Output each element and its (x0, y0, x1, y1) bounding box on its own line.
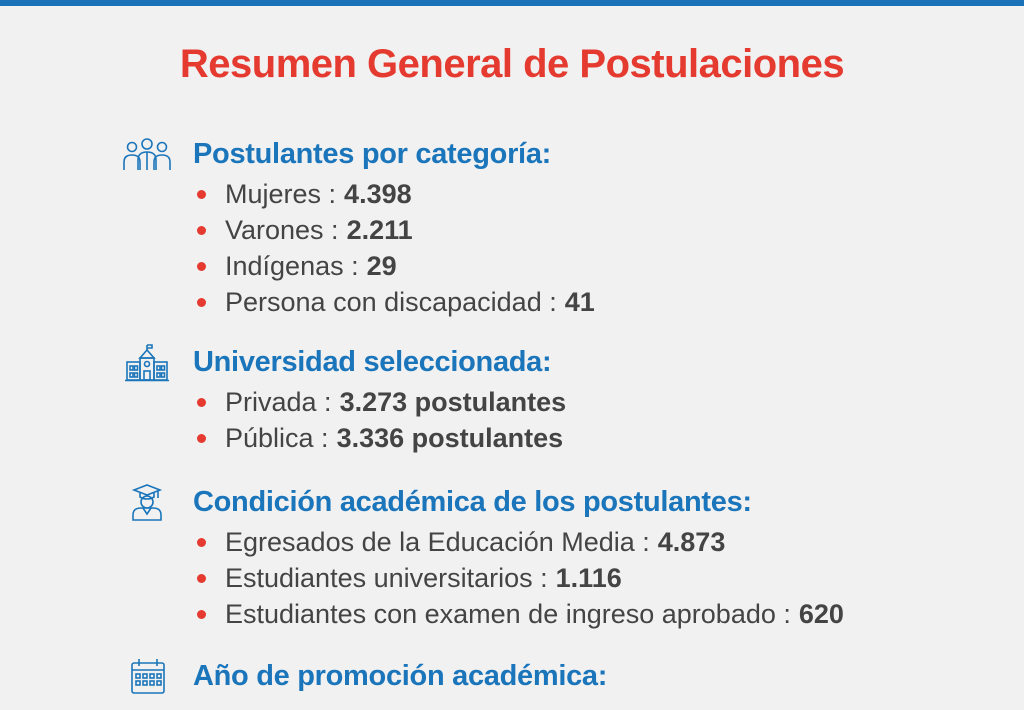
section-title: Condición académica de los postulantes: (193, 486, 752, 518)
list-item (193, 284, 595, 320)
item-label: Varones : (225, 215, 339, 245)
item-label: Estudiantes con examen de ingreso aprobado : (225, 599, 791, 629)
item-label: Persona con discapacidad : (225, 287, 557, 317)
academic-condition-list (193, 524, 844, 632)
university-list (193, 384, 566, 456)
section-condicion-academica (122, 484, 844, 632)
section-postulantes-por-categoria (122, 136, 595, 320)
graduate-icon (122, 484, 172, 522)
calendar-icon (122, 658, 172, 696)
section-header (122, 136, 551, 176)
section-universidad-seleccionada (122, 344, 567, 456)
list-item (193, 248, 595, 284)
bullet-icon (197, 190, 206, 199)
item-value: 3.273 postulantes (339, 387, 567, 417)
item-label: Estudiantes universitarios : (225, 563, 548, 593)
item-value: 1.116 (555, 563, 622, 593)
list-item (193, 560, 844, 596)
bullet-icon (197, 298, 206, 307)
item-value: 4.873 (657, 527, 726, 557)
bullet-icon (197, 262, 206, 271)
bullet-icon (197, 538, 206, 547)
item-value: 41 (564, 287, 595, 317)
item-label: Pública : (225, 423, 329, 453)
item-label: Privada : (225, 387, 332, 417)
item-value: 620 (798, 599, 844, 629)
bullet-icon (197, 610, 206, 619)
section-title: Postulantes por categoría: (193, 138, 551, 170)
item-label: Indígenas : (225, 251, 359, 281)
item-value: 2.211 (346, 215, 413, 245)
item-value: 29 (366, 251, 397, 281)
people-group-icon (122, 136, 172, 174)
section-title: Año de promoción académica: (193, 660, 608, 692)
item-label: Mujeres : (225, 179, 337, 209)
bullet-icon (197, 574, 206, 583)
list-item (193, 596, 844, 632)
bullet-icon (197, 226, 206, 235)
page-title: Resumen General de Postulaciones (179, 42, 845, 86)
section-header (122, 344, 552, 384)
list-item (193, 384, 566, 420)
bullet-icon (197, 398, 206, 407)
list-item (193, 176, 595, 212)
item-label: Egresados de la Educación Media : (225, 527, 650, 557)
bullet-icon (197, 434, 206, 443)
list-item (193, 212, 595, 248)
category-list (193, 176, 595, 320)
university-building-icon (122, 344, 172, 382)
list-item (193, 524, 844, 560)
item-value: 3.336 postulantes (336, 423, 564, 453)
section-header (122, 484, 773, 524)
list-item (193, 420, 566, 456)
section-title: Universidad seleccionada: (193, 346, 552, 378)
item-value: 4.398 (344, 179, 412, 209)
top-accent-bar (0, 0, 1024, 6)
